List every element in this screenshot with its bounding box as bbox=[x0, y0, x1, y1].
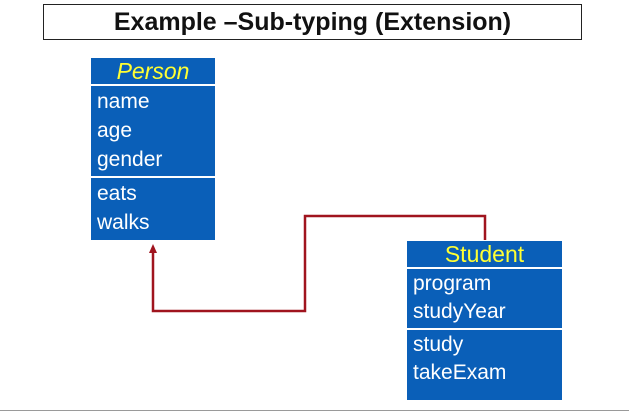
student-method-study: study bbox=[413, 333, 464, 356]
person-attribute-gender: gender bbox=[97, 148, 163, 171]
bottom-divider bbox=[0, 410, 629, 411]
inheritance-arrowhead bbox=[149, 244, 157, 253]
student-method-takeexam: takeExam bbox=[413, 361, 507, 384]
person-method-walks: walks bbox=[97, 211, 150, 234]
inheritance-line bbox=[153, 216, 485, 311]
person-attribute-age: age bbox=[97, 119, 133, 142]
person-attribute-name: name bbox=[97, 90, 150, 113]
student-attribute-program: program bbox=[413, 272, 492, 295]
student-attribute-studyyear: studyYear bbox=[413, 300, 506, 323]
person-method-eats: eats bbox=[97, 182, 137, 205]
slide-title: Example –Sub-typing (Extension) bbox=[43, 4, 582, 40]
person-class-name: Person bbox=[91, 58, 215, 86]
student-class-name: Student bbox=[407, 241, 562, 269]
